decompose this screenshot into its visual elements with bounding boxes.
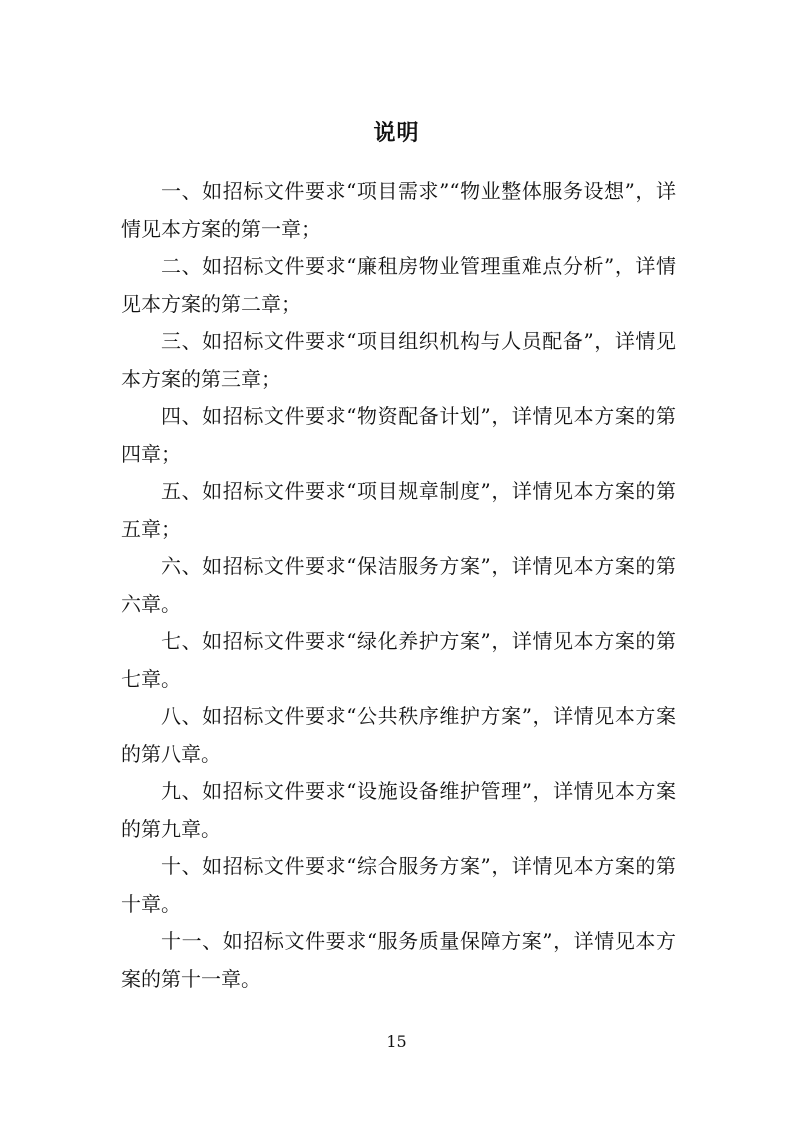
paragraph-11: 十一、如招标文件要求“服务质量保障方案”，详情见本方案的第十一章。 (121, 929, 676, 991)
paragraph-5: 五、如招标文件要求“项目规章制度”，详情见本方案的第五章； (121, 479, 676, 541)
paragraph-4: 四、如招标文件要求“物资配备计划”，详情见本方案的第四章； (121, 404, 676, 466)
body-text (121, 173, 676, 998)
paragraph-2: 二、如招标文件要求“廉租房物业管理重难点分析”，详情见本方案的第二章； (121, 254, 676, 316)
paragraph-6: 六、如招标文件要求“保洁服务方案”，详情见本方案的第六章。 (121, 554, 676, 616)
paragraph-9: 九、如招标文件要求“设施设备维护管理”，详情见本方案的第九章。 (121, 779, 676, 841)
paragraph-1: 一、如招标文件要求“项目需求”“物业整体服务设想”，详情见本方案的第一章； (121, 179, 676, 241)
page-number: 15 (386, 1032, 407, 1051)
paragraph-8: 八、如招标文件要求“公共秩序维护方案”，详情见本方案的第八章。 (121, 704, 676, 766)
paragraph-3: 三、如招标文件要求“项目组织机构与人员配备”，详情见本方案的第三章； (121, 329, 676, 391)
page-title: 说明 (373, 119, 420, 146)
paragraph-10: 十、如招标文件要求“综合服务方案”，详情见本方案的第十章。 (121, 854, 676, 916)
paragraph-7: 七、如招标文件要求“绿化养护方案”，详情见本方案的第七章。 (121, 629, 676, 691)
